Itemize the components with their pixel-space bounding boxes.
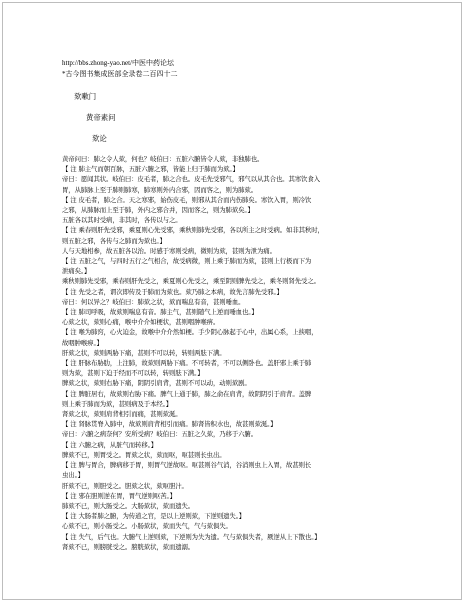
text-line: 黄帝问曰：肺之令人欬，何也？岐伯曰：五脏六腑皆令人欬，非独肺也。 — [62, 155, 264, 163]
text-line: 帝曰：六腑之病奈何？安所受病？岐伯曰：五脏之久欬，乃移于六腑。 — [62, 430, 258, 439]
source-url: http://bbs.zhong-yao.net/中医中药论坛 — [62, 59, 174, 67]
text-line: 【 注 肝脉布胁肋，上注肺，故欬则两胁下痛。不可转者，不可以侧卧也。盖肝邪上乘于肺 — [62, 359, 312, 368]
text-line: 【 注 先受之者，谓次即传及于肺而为欬也。欬乃肺之本病，故先言肺先受邪。】 — [62, 287, 283, 296]
text-line: 之邪，从肺脉而上至于肺，外内之邪合并，因而客之，则为肺欬矣。】 — [62, 206, 254, 215]
document-page — [62, 58, 422, 552]
text-line: 心欬之状，欬则心痛，喉中介介如梗状，甚则咽肿喉痹。 — [62, 318, 220, 327]
text-line: 则五脏之邪，各传与之肺而为欬也。】 — [62, 236, 166, 245]
text-line: 【 注 乘春则肝先受邪，乘夏则心先受邪，乘秋则肺先受邪，各以所主之时受病。如非其秋时， — [62, 226, 324, 235]
text-line: 【 注 邪在胆则逆在胃，胃气逆则呕苦。】 — [62, 491, 176, 500]
text-line: 则上乘于肺而为欬，甚则病及于本经。】 — [62, 399, 173, 408]
body-text — [62, 154, 422, 552]
text-line: 故咽肿喉痹。】 — [62, 338, 103, 347]
text-line: 肾欬不已，则膀胱受之。膀胱欬状，欬而遗溺。 — [62, 542, 195, 551]
text-line: 【 注 六腑之病，从脏气而转移。】 — [62, 440, 158, 449]
book-title: *古今图书集成医部全录卷二百四十二 — [62, 69, 178, 78]
text-line: 【 注 皮毛者，肺之合。天之寒邪，始伤皮毛，则邪从其合而内伤肺矣。寒饮入胃，则冷饮 — [62, 195, 312, 204]
text-line: 【 注 脾与胃合，脾病移于胃，则胃气逆故呕。呕甚则谷气消，谷消则虫上入胃，故甚则长 — [62, 461, 312, 470]
section-gate-heading: 欬嗽门 — [74, 92, 97, 101]
text-line: 脾欬之状，欬则右胁下痛，阴阴引肩背，甚则不可以动，动则欬剧。 — [62, 379, 251, 388]
text-line: 肺欬不已，则大肠受之。大肠欬状，欬而遗失。 — [62, 501, 195, 510]
text-line: 乘秋则肺先受邪，乘春则肝先受之，乘夏则心先受之，乘至阴则脾先受之，乘冬则肾先受之。 — [62, 277, 320, 286]
text-line: 肾欬之状，欬则肩背相引而痛，甚则欬涎。 — [62, 410, 182, 419]
text-line: 帝曰：何以异之？岐伯曰：肺欬之状，欬而喘息有音，甚则唾血。 — [62, 297, 245, 306]
text-line: 胃，从肺脉上至于肺则肺寒，肺寒则外内合邪，因而客之，则为肺欬。 — [62, 185, 258, 194]
text-line: 则为欬，甚则下迫于经而不可以转，转则胠下满。】 — [62, 369, 204, 378]
text-line: 泄痛矣。】 — [62, 267, 91, 276]
text-line: 【 注 肺司呼吸，故欬则喘息有音。肺主气，甚则随气上逆而唾血也。】 — [62, 308, 258, 317]
chapter-heading: 欬论 — [92, 134, 107, 143]
text-line: 五脏各以其时受病，非其时，各传以与之。 — [62, 216, 182, 225]
text-line: 肝欬之状，欬则两胁下痛，甚则不可以转，转则两胠下满。 — [62, 348, 226, 357]
text-line: 【 注 喉为肺窍，心火迫金，故喉中介介然如梗。手少阴心脉起于心中，出属心系，上挟咽， — [62, 328, 318, 337]
text-line: 脾欬不已，则胃受之。胃欬之状，欬而呕，呕甚则长虫出。 — [62, 450, 226, 459]
section-source-heading: 黄帝素问 — [86, 113, 116, 122]
text-line: 肝欬不已，则胆受之。胆欬之状，欬呕胆汁。 — [62, 481, 188, 490]
text-line: 【 注 肾脉贯脊入肺中，故欬则肩背相引而痛。肺肾皆积水也，故甚则欬涎。】 — [62, 420, 277, 429]
text-line: 【 注 脾脏居右，故欬则右胁下痛。脾气上通于肺，肺之俞在肩背，故阴阴引于肩背。盖脾 — [62, 389, 312, 398]
text-line: 【 注 五脏之气，与四时五行之气相合，故受病微，则上乘于肺而为欬，甚则上行极而下为 — [62, 257, 312, 266]
text-line: 人与天地相参，故五脏各以治。时感于寒则受病，微则为欬，甚则为泄为痛。 — [62, 246, 276, 255]
text-line: 【 注 肺主气而朝百脉，五脏六腑之邪，皆能上归于肺而为欬。】 — [62, 165, 239, 174]
text-line: 【 注 失气，后气也。大腑气上逆则欬，下逆则为失为遗。气与欬俱失者，厥逆从上下散也。】 — [62, 532, 321, 541]
text-line: 心欬不已，则小肠受之。小肠欬状，欬而失气，气与欬俱失。 — [62, 522, 232, 531]
text-line: 帝曰：愿闻其状。岐伯曰：皮毛者，肺之合也。皮毛先受邪气，邪气以从其合也。其寒饮食入 — [62, 175, 320, 184]
text-line: 【 注 大肠者肺之腑，为传道之官，是以上逆则欬，下逆则遗失。】 — [62, 512, 246, 521]
text-line: 虫出。】 — [62, 471, 84, 480]
